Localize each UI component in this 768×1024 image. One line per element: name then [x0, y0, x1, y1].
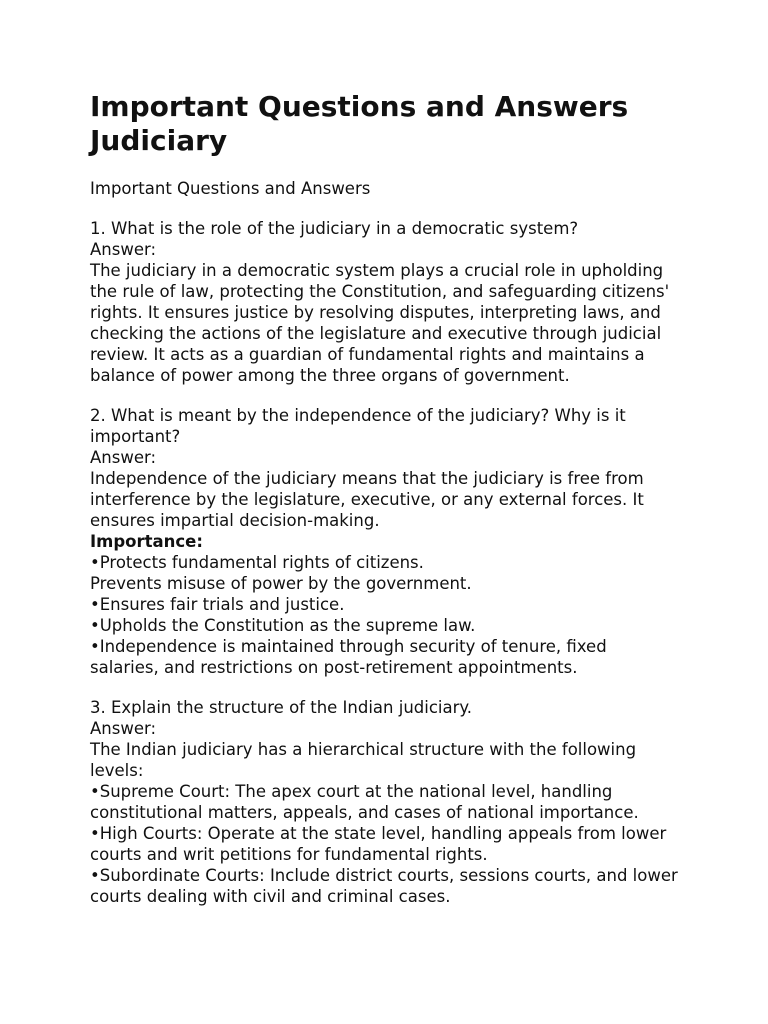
list-item: •High Courts: Operate at the state level, handling appeals from lower courts and writ petitions for fundamental rights. — [90, 824, 667, 864]
importance-label: Importance: — [90, 532, 203, 551]
question-3-answer: The Indian judiciary has a hierarchical structure with the following levels: — [90, 740, 637, 780]
page-title: Important Questions and Answers Judiciary — [90, 90, 629, 157]
list-item: •Supreme Court: The apex court at the national level, handling constitutional matters, appeals, and cases of national importance. — [90, 782, 639, 822]
question-3-text: 3. Explain the structure of the Indian judiciary. — [90, 698, 473, 717]
list-item: Prevents misuse of power by the government. — [90, 574, 472, 593]
question-1-text: 1. What is the role of the judiciary in a democratic system? — [90, 219, 579, 238]
list-item: •Ensures fair trials and justice. — [90, 595, 345, 614]
list-item: •Protects fundamental rights of citizens. — [90, 553, 424, 572]
question-1-answer-label: Answer: — [90, 240, 157, 259]
question-block-1 — [90, 218, 680, 386]
question-block-2 — [90, 405, 680, 678]
list-item: •Upholds the Constitution as the supreme law. — [90, 616, 476, 635]
page-subtitle: Important Questions and Answers — [90, 179, 371, 198]
question-2-answer: Independence of the judiciary means that the judiciary is free from interference by the legislature, executive, or any external forces. It ensures impartial decision-making. — [90, 469, 644, 530]
list-item: •Independence is maintained through security of tenure, fixed salaries, and restrictions on post-retirement appointments. — [90, 637, 607, 677]
question-3-answer-label: Answer: — [90, 719, 157, 738]
question-2-text: 2. What is meant by the independence of the judiciary? Why is it important? — [90, 406, 626, 446]
question-2-answer-label: Answer: — [90, 448, 157, 467]
list-item: •Subordinate Courts: Include district courts, sessions courts, and lower courts dealing with civil and criminal cases. — [90, 866, 678, 906]
question-block-3 — [90, 697, 680, 907]
question-1-answer: The judiciary in a democratic system plays a crucial role in upholding the rule of law, protecting the Constitution, and safeguarding citizens' rights. It ensures justice by resolving disputes, interpreting laws, and checking the actions of the legislature and executive through judicial review. It acts as a guardian of fundamental rights and maintains a balance of power among the three organs of government. — [90, 261, 670, 385]
